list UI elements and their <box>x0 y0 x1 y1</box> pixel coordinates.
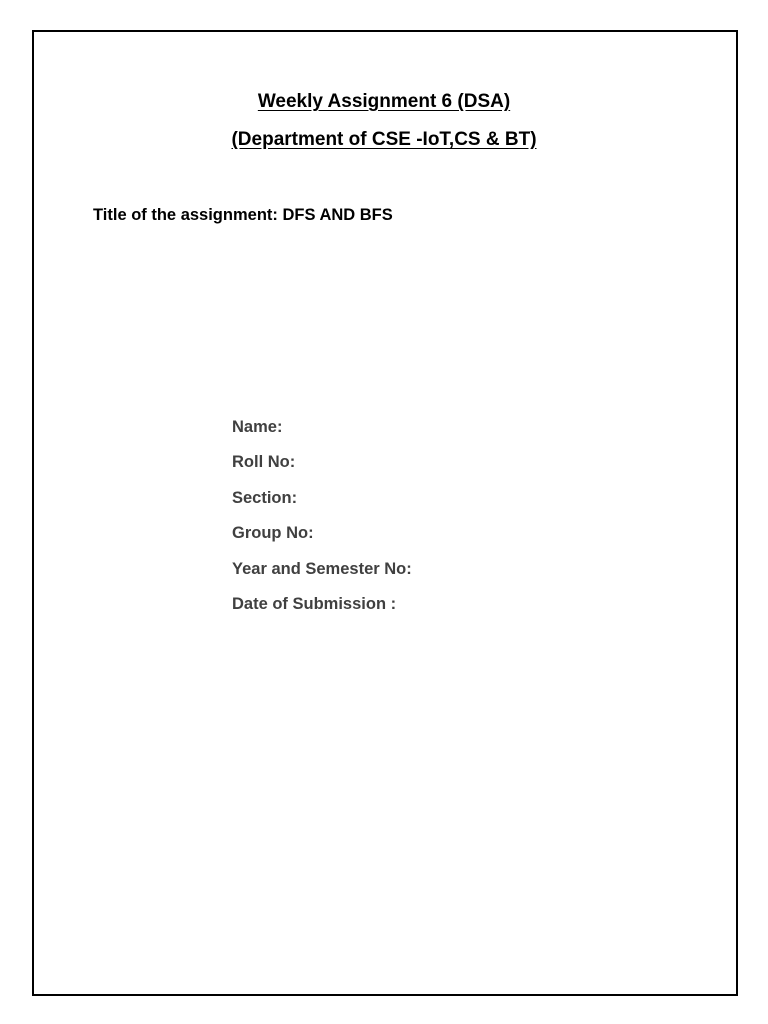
department-heading: (Department of CSE -IoT,CS & BT) <box>231 129 537 150</box>
field-roll-no: Roll No: <box>232 453 296 472</box>
student-details-list <box>232 419 412 631</box>
field-name: Name: <box>232 418 283 436</box>
field-year-semester: Year and Semester No: <box>232 559 412 578</box>
field-date-of-submission: Date of Submission : <box>232 594 397 613</box>
assignment-title: Title of the assignment: DFS AND BFS <box>93 206 393 224</box>
field-group-no: Group No: <box>232 524 314 543</box>
assignment-heading: Weekly Assignment 6 (DSA) <box>257 91 511 112</box>
field-section: Section: <box>232 488 298 507</box>
